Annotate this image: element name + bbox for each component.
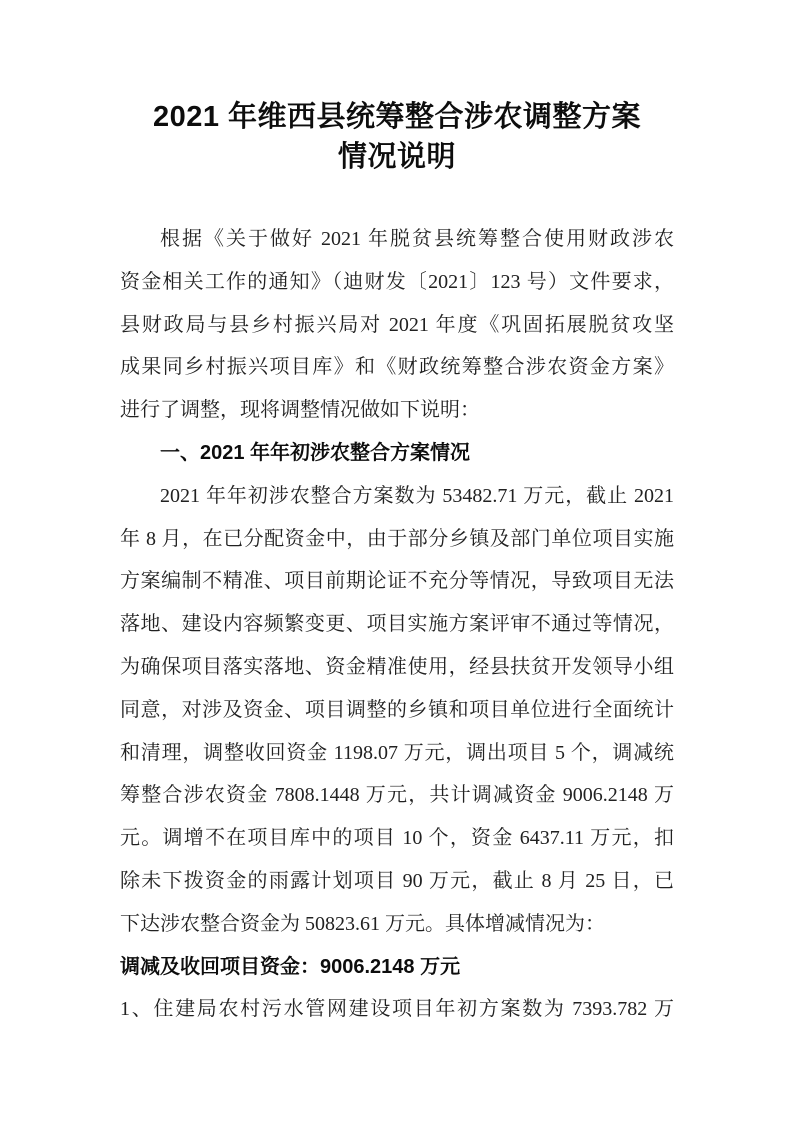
paragraph-line: 同意，对涉及资金、项目调整的乡镇和项目单位进行全面统计: [120, 698, 674, 721]
paragraph-line: 元。调增不在项目库中的项目 10 个，资金 6437.11 万元，扣: [120, 827, 674, 850]
paragraph-line: 进行了调整，现将调整情况做如下说明：: [120, 399, 480, 422]
paragraph-line: 2021 年年初涉农整合方案数为 53482.71 万元，截止 2021: [160, 484, 674, 507]
section-heading: 一、2021 年年初涉农整合方案情况: [160, 441, 471, 464]
document-title: [0, 0, 794, 177]
paragraph-line: 筹整合涉农资金 7808.1448 万元，共计调减资金 9006.2148 万: [120, 784, 674, 807]
title-line-2: 情况说明: [337, 141, 456, 173]
paragraph-line: 为确保项目落实落地、资金精准使用，经县扶贫开发领导小组: [120, 655, 674, 678]
paragraph-line: 和清理，调整收回资金 1198.07 万元，调出项目 5 个，调减统: [120, 741, 674, 764]
paragraph-line: 落地、建设内容频繁变更、项目实施方案评审不通过等情况，: [120, 613, 674, 636]
paragraph-line: 下达涉农整合资金为 50823.61 万元。具体增减情况为：: [120, 912, 605, 935]
paragraph-line: 除未下拨资金的雨露计划项目 90 万元，截止 8 月 25 日，已: [120, 869, 674, 892]
paragraph-line: 根据《关于做好 2021 年脱贫县统筹整合使用财政涉农: [160, 228, 674, 250]
paragraph-line: 方案编制不精准、项目前期论证不充分等情况，导致项目无法: [120, 570, 674, 593]
document-body: [120, 218, 674, 1031]
paragraph-line: 资金相关工作的通知》（迪财发〔2021〕123 号）文件要求，: [120, 270, 674, 293]
bold-subheading: 调减及收回项目资金：9006.2148 万元: [120, 955, 461, 978]
paragraph-line: 县财政局与县乡村振兴局对 2021 年度《巩固拓展脱贫攻坚: [120, 313, 674, 336]
paragraph-line: 1、住建局农村污水管网建设项目年初方案数为 7393.782 万: [120, 998, 674, 1021]
paragraph-line: 成果同乡村振兴项目库》和《财政统筹整合涉农资金方案》: [120, 356, 674, 379]
paragraph-line: 年 8 月，在已分配资金中，由于部分乡镇及部门单位项目实施: [120, 527, 674, 550]
title-line-1: 2021 年维西县统筹整合涉农调整方案: [152, 101, 642, 133]
